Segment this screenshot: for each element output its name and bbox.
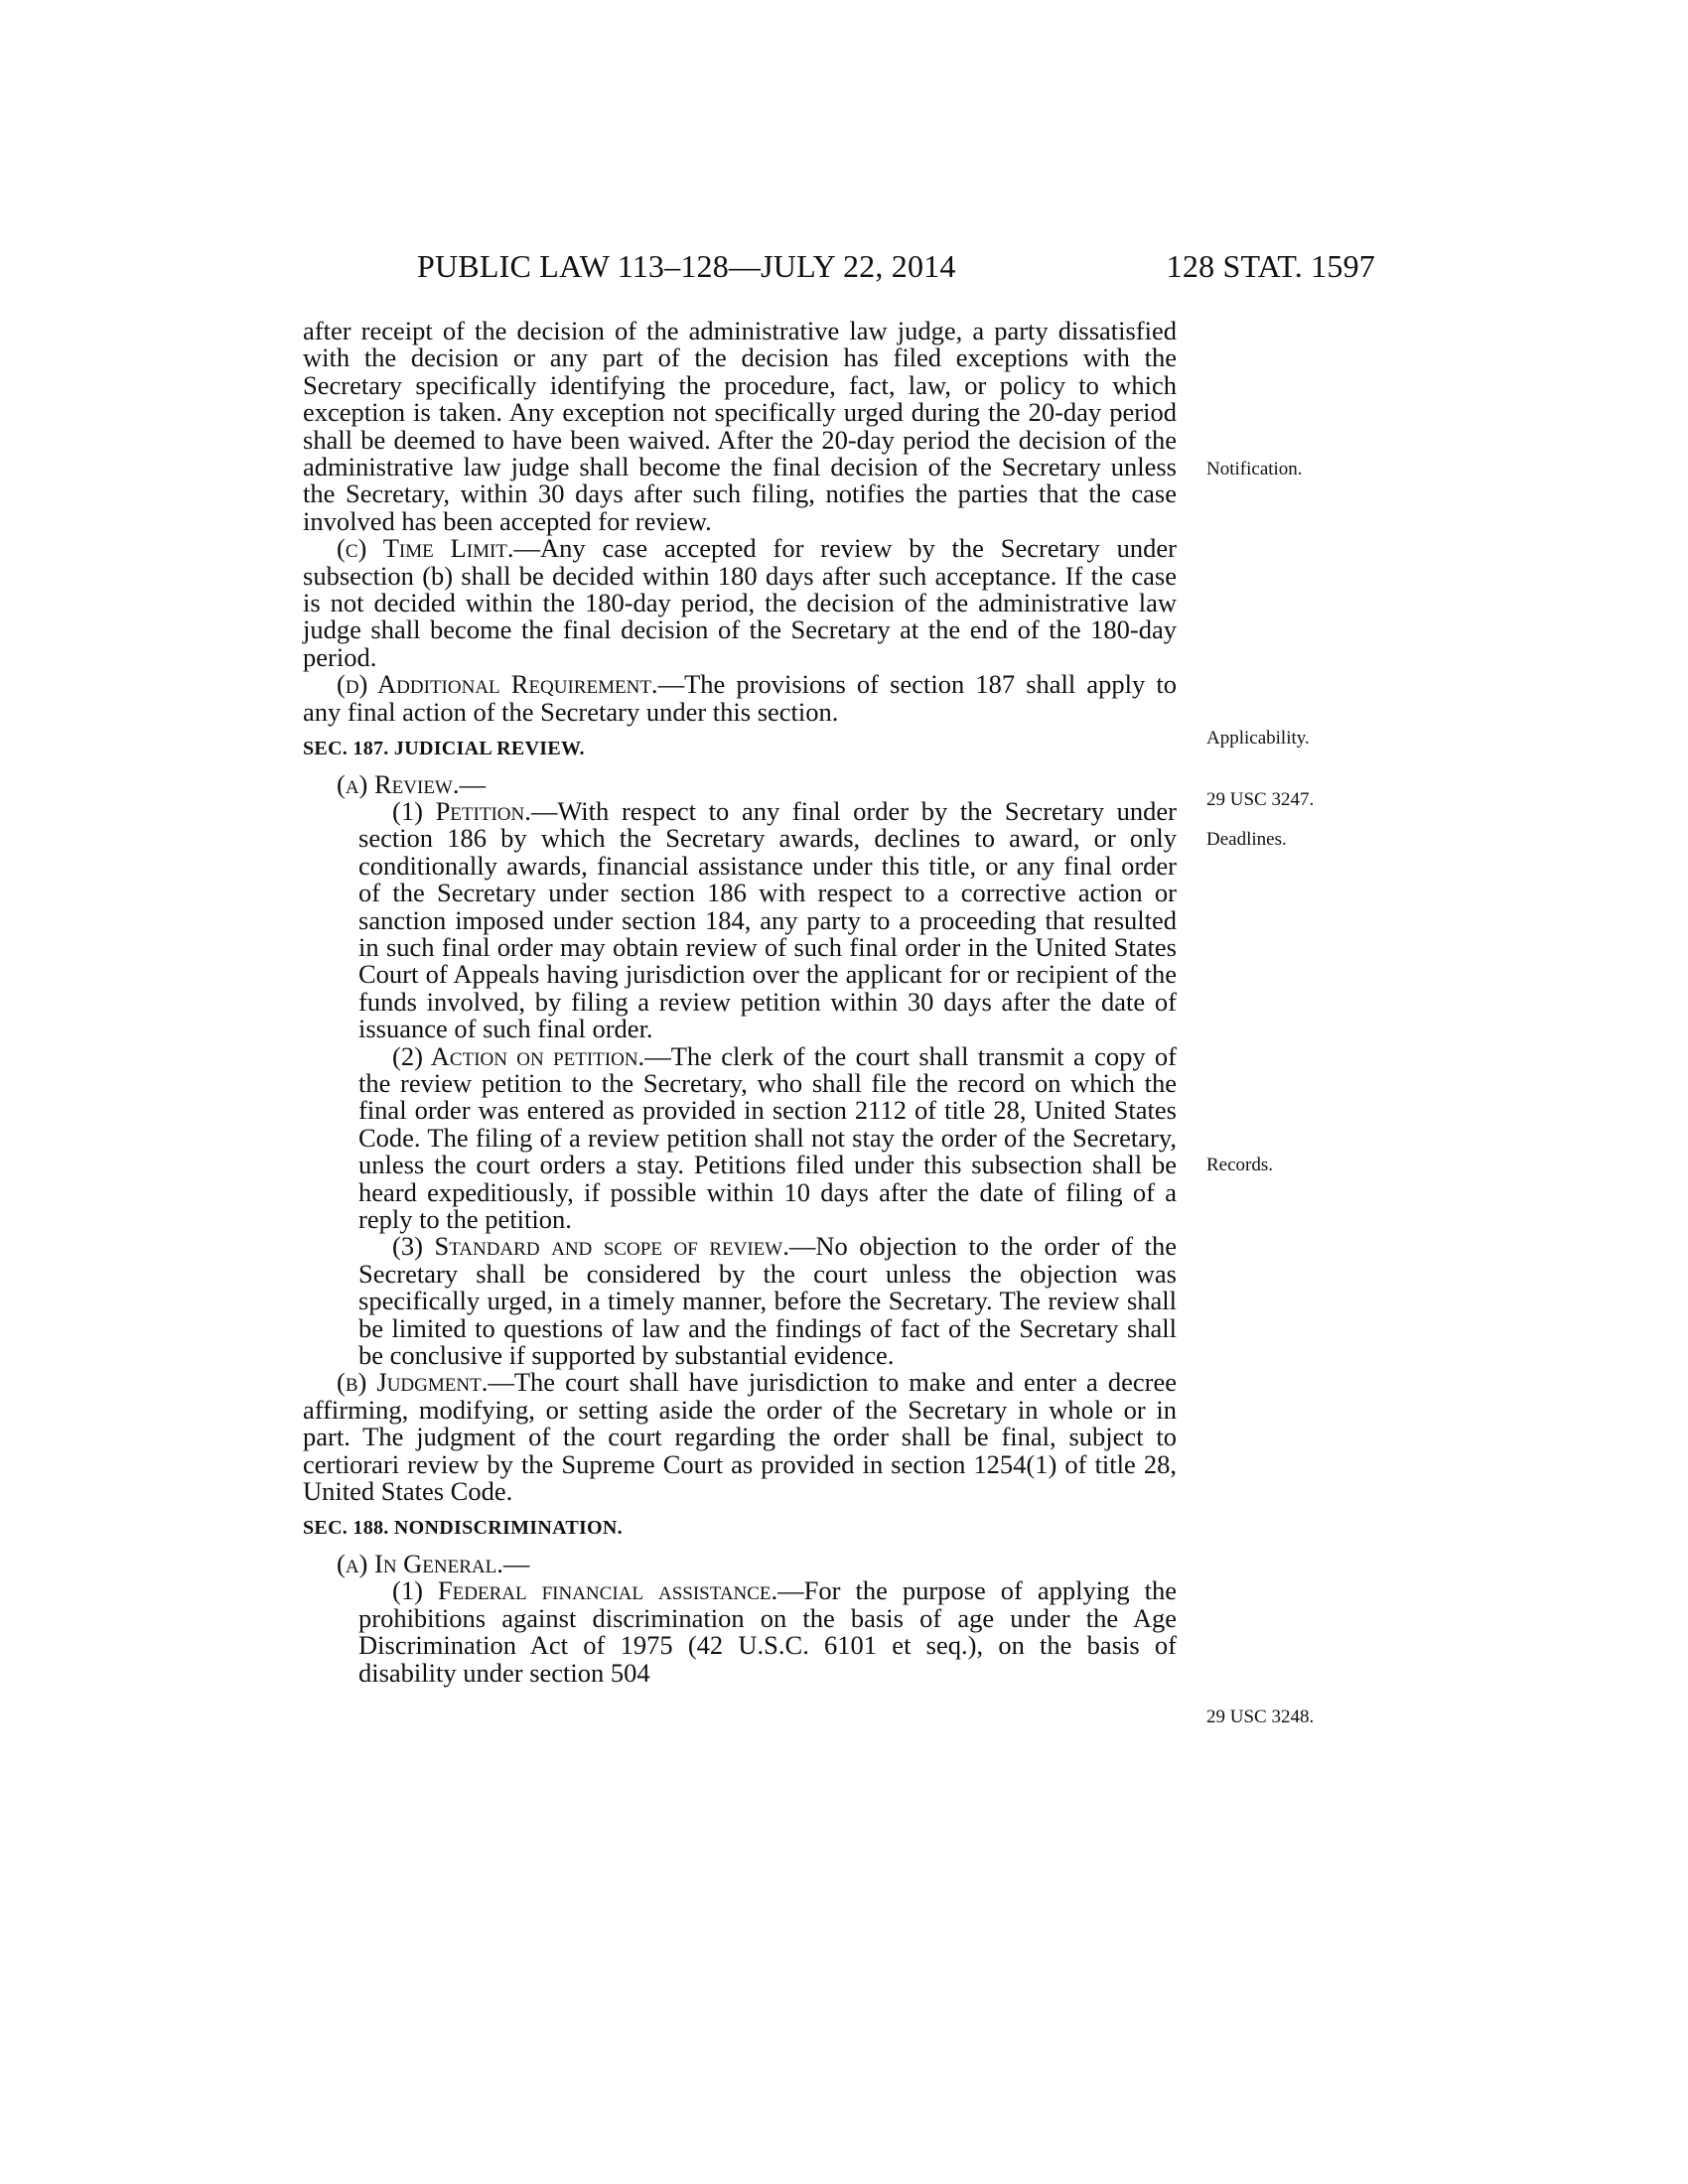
sec187-b-heading: (b) Judgment. <box>337 1367 489 1398</box>
sec187-paragraph-1 <box>303 795 1177 1044</box>
sec187-p1-heading: (1) Petition. <box>392 795 531 826</box>
margin-note-applicability: Applicability. <box>1206 728 1310 749</box>
subsection-c <box>303 535 1177 671</box>
page-number: 128 STAT. 1597 <box>1166 248 1375 284</box>
margin-note-records: Records. <box>1206 1155 1274 1175</box>
sec187-p3-text: —No objection to the order of the Secretary shall be considered by the court unless the objection was specifically urged, in a timely manner, before the Secretary. The review shall be limited to questions of law and the findings of fact of the Secretary shall be conclusive if supported by substantial evidence. <box>358 1231 1177 1371</box>
sec187-paragraph-2 <box>303 1040 1178 1234</box>
subsection-d-text: —The provisions of section 187 shall apply to any final action of the Secretary under this section. <box>303 669 1177 727</box>
sec187-p2-heading: (2) Action on petition. <box>392 1040 645 1071</box>
sec187-b-text: —The court shall have jurisdiction to make and enter a decree affirming, modifying, or setting aside the order of the Secretary in whole or in part. The judgment of the court regarding the order shall be final, subject to certiorari review by the Supreme Court as provided in section 1254(1) of title 28, United States Code. <box>303 1367 1177 1507</box>
subsection-d <box>303 671 1177 726</box>
sec187-p2-text: —The clerk of the court shall transmit a copy of the review petition to the Secretary, who shall file the record on which the final order was entered as provided in section 2112 of title 28, United States Code. The filing of a review petition shall not stay the order of the Secretary, unless the court orders a stay. Petitions filed under this subsection shall be heard expeditiously, if possible within 10 days after the date of filing of a reply to the petition. <box>358 1040 1178 1234</box>
sec187-p3-heading: (3) Standard and scope of review. <box>392 1231 789 1262</box>
sec188-p1-heading: (1) Federal financial assistance. <box>392 1575 778 1606</box>
margin-note-notification: Notification. <box>1206 459 1303 479</box>
sec187-subsection-b <box>303 1369 1177 1505</box>
sec188-subsection-a-heading: (a) In General.— <box>337 1548 530 1578</box>
subsection-c-heading: (c) Time Limit. <box>337 533 514 564</box>
sec187-paragraph-3 <box>303 1233 1177 1369</box>
margin-note-deadlines: Deadlines. <box>1206 829 1287 850</box>
sec187-subsection-a-heading: (a) Review.— <box>337 768 486 799</box>
subsection-d-heading: (d) Additional Requirement. <box>337 669 658 700</box>
margin-note-usc-3247: 29 USC 3247. <box>1206 789 1315 810</box>
sec187-p1-text: —With respect to any final order by the Secretary under section 186 by which the Secretary awards, declines to award, or only conditionally awards, financial assistance under this title, or any final order of the Secretary under section 186 with respect to a corrective action or sanction imposed under section 184, any party to a proceeding that resulted in such final order may obtain review of such final order in the United States Court of Appeals having jurisdiction over the applicant for or recipient of the funds involved, by filing a review petition within 30 days after the date of issuance of such final order. <box>358 795 1177 1044</box>
margin-note-usc-3248: 29 USC 3248. <box>1206 1706 1315 1727</box>
page-header <box>298 248 1375 288</box>
subsection-c-text: —Any case accepted for review by the Secretary under subsection (b) shall be decided within 180 days after such acceptance. If the case is not decided within the 180-day period, the decision of the administrative law judge shall become the final decision of the Secretary at the end of the 180-day period. <box>303 533 1177 672</box>
running-head: PUBLIC LAW 113–128—JULY 22, 2014 <box>417 248 956 284</box>
paragraph-continuation: after receipt of the decision of the administrative law judge, a party dissatisfied with the decision or any part of the decision has filed exceptions with the Secretary specifically identifying the procedure, fact, law, or policy to which exception is taken. Any exception not specifically urged during the 20-day period shall be deemed to have been waived. After the 20-day period the decision of the administrative law judge shall become the final decision of the Secretary unless the Secretary, within 30 days after such filing, notifies the parties that the case involved has been accepted for review. <box>303 316 1177 536</box>
section-187-heading: SEC. 187. JUDICIAL REVIEW. <box>303 738 585 760</box>
sec188-p1-text: —For the purpose of applying the prohibitions against discrimination on the basis of age under the Age Discrimination Act of 1975 (42 U.S.C. 6101 et seq.), on the basis of disability under section 504 <box>358 1575 1177 1688</box>
section-188-heading: SEC. 188. NONDISCRIMINATION. <box>303 1517 623 1540</box>
sec188-paragraph-1 <box>303 1577 1177 1687</box>
document-body <box>303 318 1177 1687</box>
